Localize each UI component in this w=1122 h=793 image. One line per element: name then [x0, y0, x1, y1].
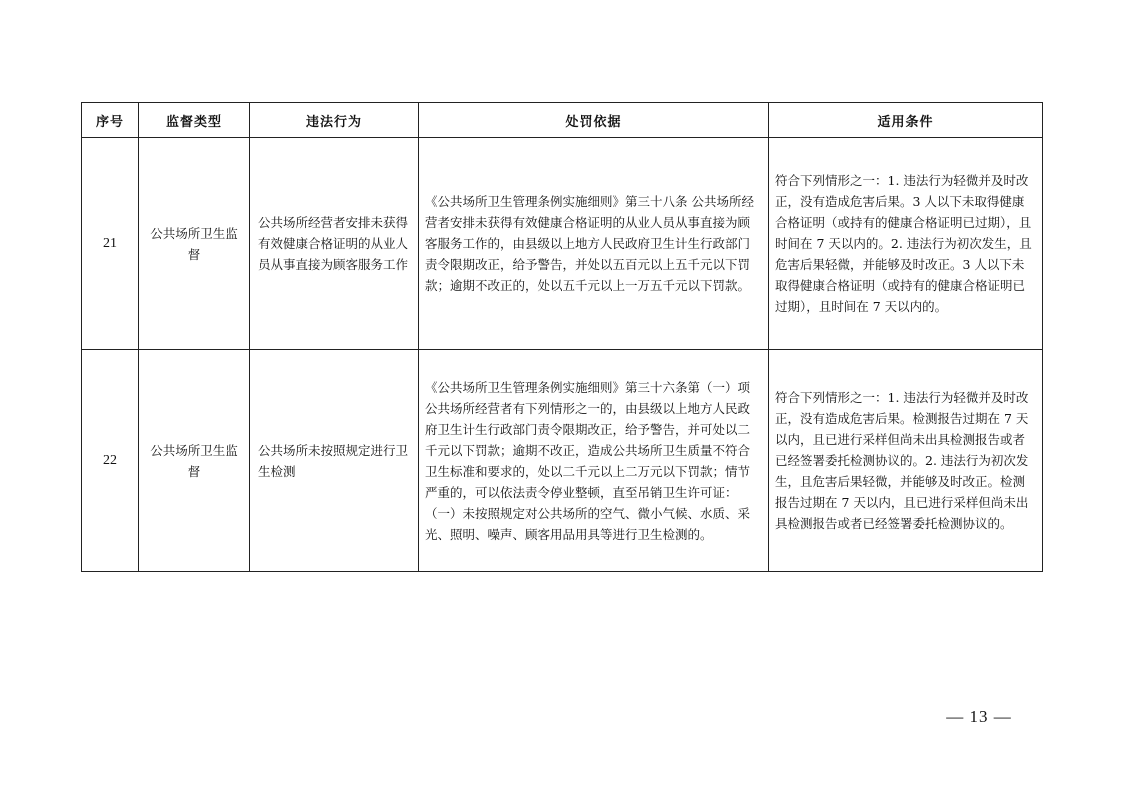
table-row	[82, 138, 1043, 350]
penalty-table	[81, 102, 1043, 572]
row-violation: 公共场所经营者安排未获得有效健康合格证明的从业人员从事直接为顾客服务工作	[250, 138, 419, 350]
header-violation: 违法行为	[250, 103, 419, 138]
row-penalty-basis: 《公共场所卫生管理条例实施细则》第三十六条第（一）项公共场所经营者有下列情形之一的，由县级以上地方人民政府卫生计生行政部门责令限期改正，给予警告，并可处以二千元以下罚款；逾期不改正，造成公共场所卫生质量不符合卫生标准和要求的，处以二千元以上二万元以下罚款；情节严重的，可以依法责令停业整顿，直至吊销卫生许可证：（一）未按照规定对公共场所的空气、微小气候、水质、采光、照明、噪声、顾客用品用具等进行卫生检测的。	[419, 350, 769, 572]
header-applicable-conditions: 适用条件	[769, 103, 1043, 138]
row-applicable-conditions: 符合下列情形之一：1. 违法行为轻微并及时改正，没有造成危害后果。3 人以下未取得健康合格证明（或持有的健康合格证明已过期），且时间在 7 天以内的。2. 违法行为初次发生，且危害后果轻微，并能够及时改正。3 人以下未取得健康合格证明（或持有的健康合格证明已过期），且时间在 7 天以内的。	[769, 138, 1043, 350]
row-number: 22	[82, 350, 139, 572]
header-serial-number: 序号	[82, 103, 139, 138]
row-supervision-type: 公共场所卫生监督	[139, 350, 250, 572]
header-supervision-type: 监督类型	[139, 103, 250, 138]
table-row	[82, 350, 1043, 572]
row-number: 21	[82, 138, 139, 350]
page-number: — 13 —	[946, 707, 1012, 726]
row-applicable-conditions: 符合下列情形之一：1. 违法行为轻微并及时改正，没有造成危害后果。检测报告过期在 7 天以内，且已进行采样但尚未出具检测报告或者已经签署委托检测协议的。2. 违法行为初次发生，且危害后果轻微，并能够及时改正。检测报告过期在 7 天以内，且已进行采样但尚未出具检测报告或者已经签署委托检测协议的。	[769, 350, 1043, 572]
row-supervision-type: 公共场所卫生监督	[139, 138, 250, 350]
table-header-row	[82, 103, 1043, 138]
header-penalty-basis: 处罚依据	[419, 103, 769, 138]
row-violation: 公共场所未按照规定进行卫生检测	[250, 350, 419, 572]
row-penalty-basis: 《公共场所卫生管理条例实施细则》第三十八条 公共场所经营者安排未获得有效健康合格证明的从业人员从事直接为顾客服务工作的，由县级以上地方人民政府卫生计生行政部门责令限期改正，给予警告，并处以五百元以上五千元以下罚款；逾期不改正的，处以五千元以上一万五千元以下罚款。	[419, 138, 769, 350]
